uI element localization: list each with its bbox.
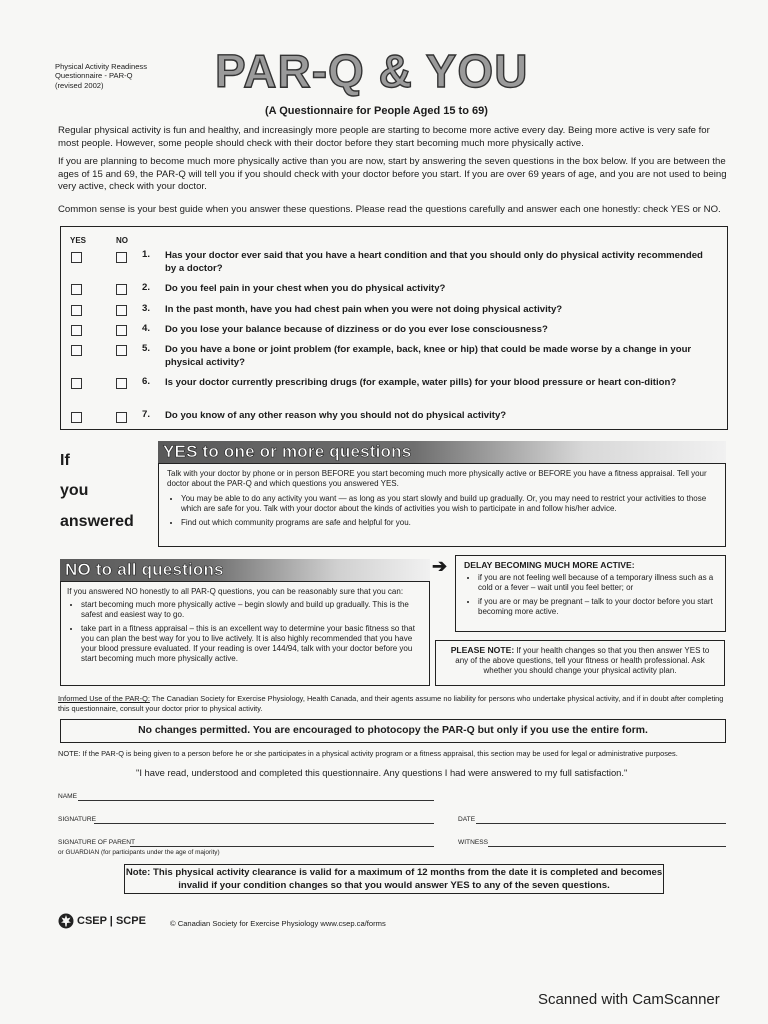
no-section-header (60, 559, 430, 581)
no-checkbox-2[interactable] (116, 284, 127, 295)
clearance-note: Note: This physical activity clearance is valid for a maximum of 12 months from the date it is completed and becomes invalid if your condition changes so that you would answer YES to any of the seven questions. (124, 864, 664, 894)
delay-bullet-2: • if you are or may be pregnant – talk to your doctor before you start becoming more active. (478, 597, 717, 617)
if-you-answered-1: If (60, 452, 70, 469)
no-checkbox-6[interactable] (116, 378, 127, 389)
parent-signature-line[interactable] (130, 846, 434, 847)
yes-checkbox-6[interactable] (71, 378, 82, 389)
yes-section-box (158, 463, 726, 547)
intro-paragraph-1: Regular physical activity is fun and healthy, and increasingly more people are starting to become more active every day. Being more active is very safe for most people. However, some people should check with their doctor before they start becoming much more physically active. (58, 125, 710, 149)
guardian-label: or GUARDIAN (for participants under the age of majority) (58, 849, 220, 856)
yes-section-lead: Talk with your doctor by phone or in person BEFORE you start becoming much more physically active or BEFORE you have a fitness appraisal. Tell your doctor about the PAR-Q and which questions you answered YES. (167, 469, 707, 488)
form-id-line-1: Physical Activity Readiness (55, 62, 148, 71)
question-text: Do you lose your balance because of dizziness or do you ever lose consciousness? (165, 324, 548, 335)
question-number: 2. (142, 282, 151, 293)
yes-checkbox-1[interactable] (71, 252, 82, 263)
intro-paragraph-3: Common sense is your best guide when you answer these questions. Please read the questions carefully and answer each one honestly: check YES or NO. (58, 204, 721, 215)
arrow-right-icon: ➔ (432, 556, 448, 576)
please-note-label: PLEASE NOTE: (450, 645, 515, 655)
informed-use-text: The Canadian Society for Exercise Physiology, Health Canada, and their agents assume no liability for persons who undertake physical activity, and if in doubt after completing this questionnaire, consult your doctor prior to physical activity. (58, 694, 724, 713)
page-title: PAR-Q & YOU (215, 45, 529, 97)
informed-use (58, 694, 728, 713)
yes-column-header: YES (70, 236, 87, 245)
name-line[interactable] (78, 800, 434, 801)
please-note (436, 641, 724, 676)
no-section-title: NO to all questions (65, 560, 224, 579)
copyright: © Canadian Society for Exercise Physiology www.csep.ca/forms (170, 919, 386, 928)
csep-leaf-icon (58, 913, 74, 929)
please-note-box (435, 640, 725, 686)
question-text: Has your doctor ever said that you have a heart condition and that you should only do physical activity recommended by a doctor? (165, 250, 703, 275)
question-text: Do you feel pain in your chest when you do physical activity? (165, 283, 446, 294)
no-checkbox-1[interactable] (116, 252, 127, 263)
date-label: DATE (458, 816, 476, 823)
no-checkbox-7[interactable] (116, 412, 127, 423)
delay-box (455, 555, 726, 632)
delay-bullet-1: • if you are not feeling well because of a temporary illness such as a cold or a fever – wait until you feel better; or (478, 573, 717, 593)
no-changes-box: No changes permitted. You are encouraged to photocopy the PAR-Q but only if you use the entire form. (60, 719, 726, 743)
no-bullet-1: • start becoming much more physically active – begin slowly and build up gradually. This is the safest and easiest way to go. (81, 600, 423, 620)
yes-bullet-1: • You may be able to do any activity you want — as long as you start slowly and build up gradually. Or, you may need to restrict your activities to those which are safe for you. Talk with your doctor about the kinds of activities you wish to participate in and follow his/her advice. (181, 494, 717, 514)
informed-use-label: Informed Use of the PAR-Q: (58, 694, 150, 703)
form-identifier (55, 62, 165, 90)
question-number: 6. (142, 376, 151, 387)
yes-checkbox-4[interactable] (71, 325, 82, 336)
subtitle: (A Questionnaire for People Aged 15 to 69) (265, 105, 488, 117)
question-text: In the past month, have you had chest pain when you were not doing physical activity? (165, 304, 563, 315)
please-note-text: If your health changes so that you then answer YES to any of the above questions, tell your fitness or health professional. Ask whether you should change your physical activity plan. (455, 646, 710, 675)
no-bullet-2: • take part in a fitness appraisal – this is an excellent way to determine your basic fitness so that you can plan the best way for you to live actively. It is also highly recommended that you have your blood pressure evaluated. If your reading is over 144/94, talk with your doctor before you start becoming much more physically active. (81, 624, 423, 664)
no-section-lead: If you answered NO honestly to all PAR-Q questions, you can be reasonably sure that you can: (67, 587, 404, 596)
yes-bullet-2: • Find out which community programs are safe and helpful for you. (181, 518, 717, 528)
questionnaire-box (60, 226, 728, 430)
yes-checkbox-5[interactable] (71, 345, 82, 356)
if-you-answered-2: you (60, 482, 89, 499)
intro-paragraph-2: If you are planning to become much more physically active than you are now, start by answering the seven questions in the box below. If you are between the ages of 15 and 69, the PAR-Q will tell you if you should check with your doctor before you start. If you are over 69 years of age, and you are not used to being very active, check with your doctor. (58, 156, 727, 193)
legal-note: NOTE: If the PAR-Q is being given to a person before he or she participates in a physical activity program or a fitness appraisal, this section may be used for legal or administrative purposes. (58, 749, 678, 758)
question-text: Do you have a bone or joint problem (for example, back, knee or hip) that could be made worse by a change in your physical activity? (165, 344, 692, 369)
no-column-header: NO (116, 236, 128, 245)
question-text: Is your doctor currently prescribing drugs (for example, water pills) for your blood pressure or heart con-dition? (165, 377, 677, 388)
parent-label: SIGNATURE OF PARENT (58, 839, 136, 846)
name-label: NAME (58, 793, 78, 800)
if-you-answered-3: answered (60, 513, 134, 530)
form-id-line-3: (revised 2002) (55, 80, 104, 90)
no-checkbox-4[interactable] (116, 325, 127, 336)
yes-section-title: YES to one or more questions (163, 442, 412, 461)
yes-checkbox-3[interactable] (71, 305, 82, 316)
question-number: 5. (142, 343, 151, 354)
witness-label: WITNESS (458, 839, 489, 846)
question-text: Do you know of any other reason why you should not do physical activity? (165, 410, 507, 421)
no-checkbox-5[interactable] (116, 345, 127, 356)
witness-line[interactable] (488, 846, 726, 847)
signature-label: SIGNATURE (58, 816, 96, 823)
delay-title: DELAY BECOMING MUCH MORE ACTIVE: (464, 560, 635, 570)
no-checkbox-3[interactable] (116, 305, 127, 316)
question-number: 7. (142, 409, 151, 420)
camscanner-watermark: Scanned with CamScanner (538, 991, 720, 1008)
form-id-line-2: Questionnaire - PAR-Q (55, 71, 133, 81)
csep-logo-text: CSEP | SCPE (77, 915, 146, 927)
yes-checkbox-7[interactable] (71, 412, 82, 423)
yes-section-header (158, 441, 726, 463)
question-number: 3. (142, 303, 151, 314)
no-section-box (60, 581, 430, 686)
question-number: 4. (142, 323, 151, 334)
csep-logo (58, 913, 146, 929)
question-number: 1. (142, 249, 151, 260)
declaration: "I have read, understood and completed this questionnaire. Any questions I had were answered to my full satisfaction." (136, 767, 628, 778)
yes-checkbox-2[interactable] (71, 284, 82, 295)
date-line[interactable] (476, 823, 726, 824)
signature-line[interactable] (94, 823, 434, 824)
